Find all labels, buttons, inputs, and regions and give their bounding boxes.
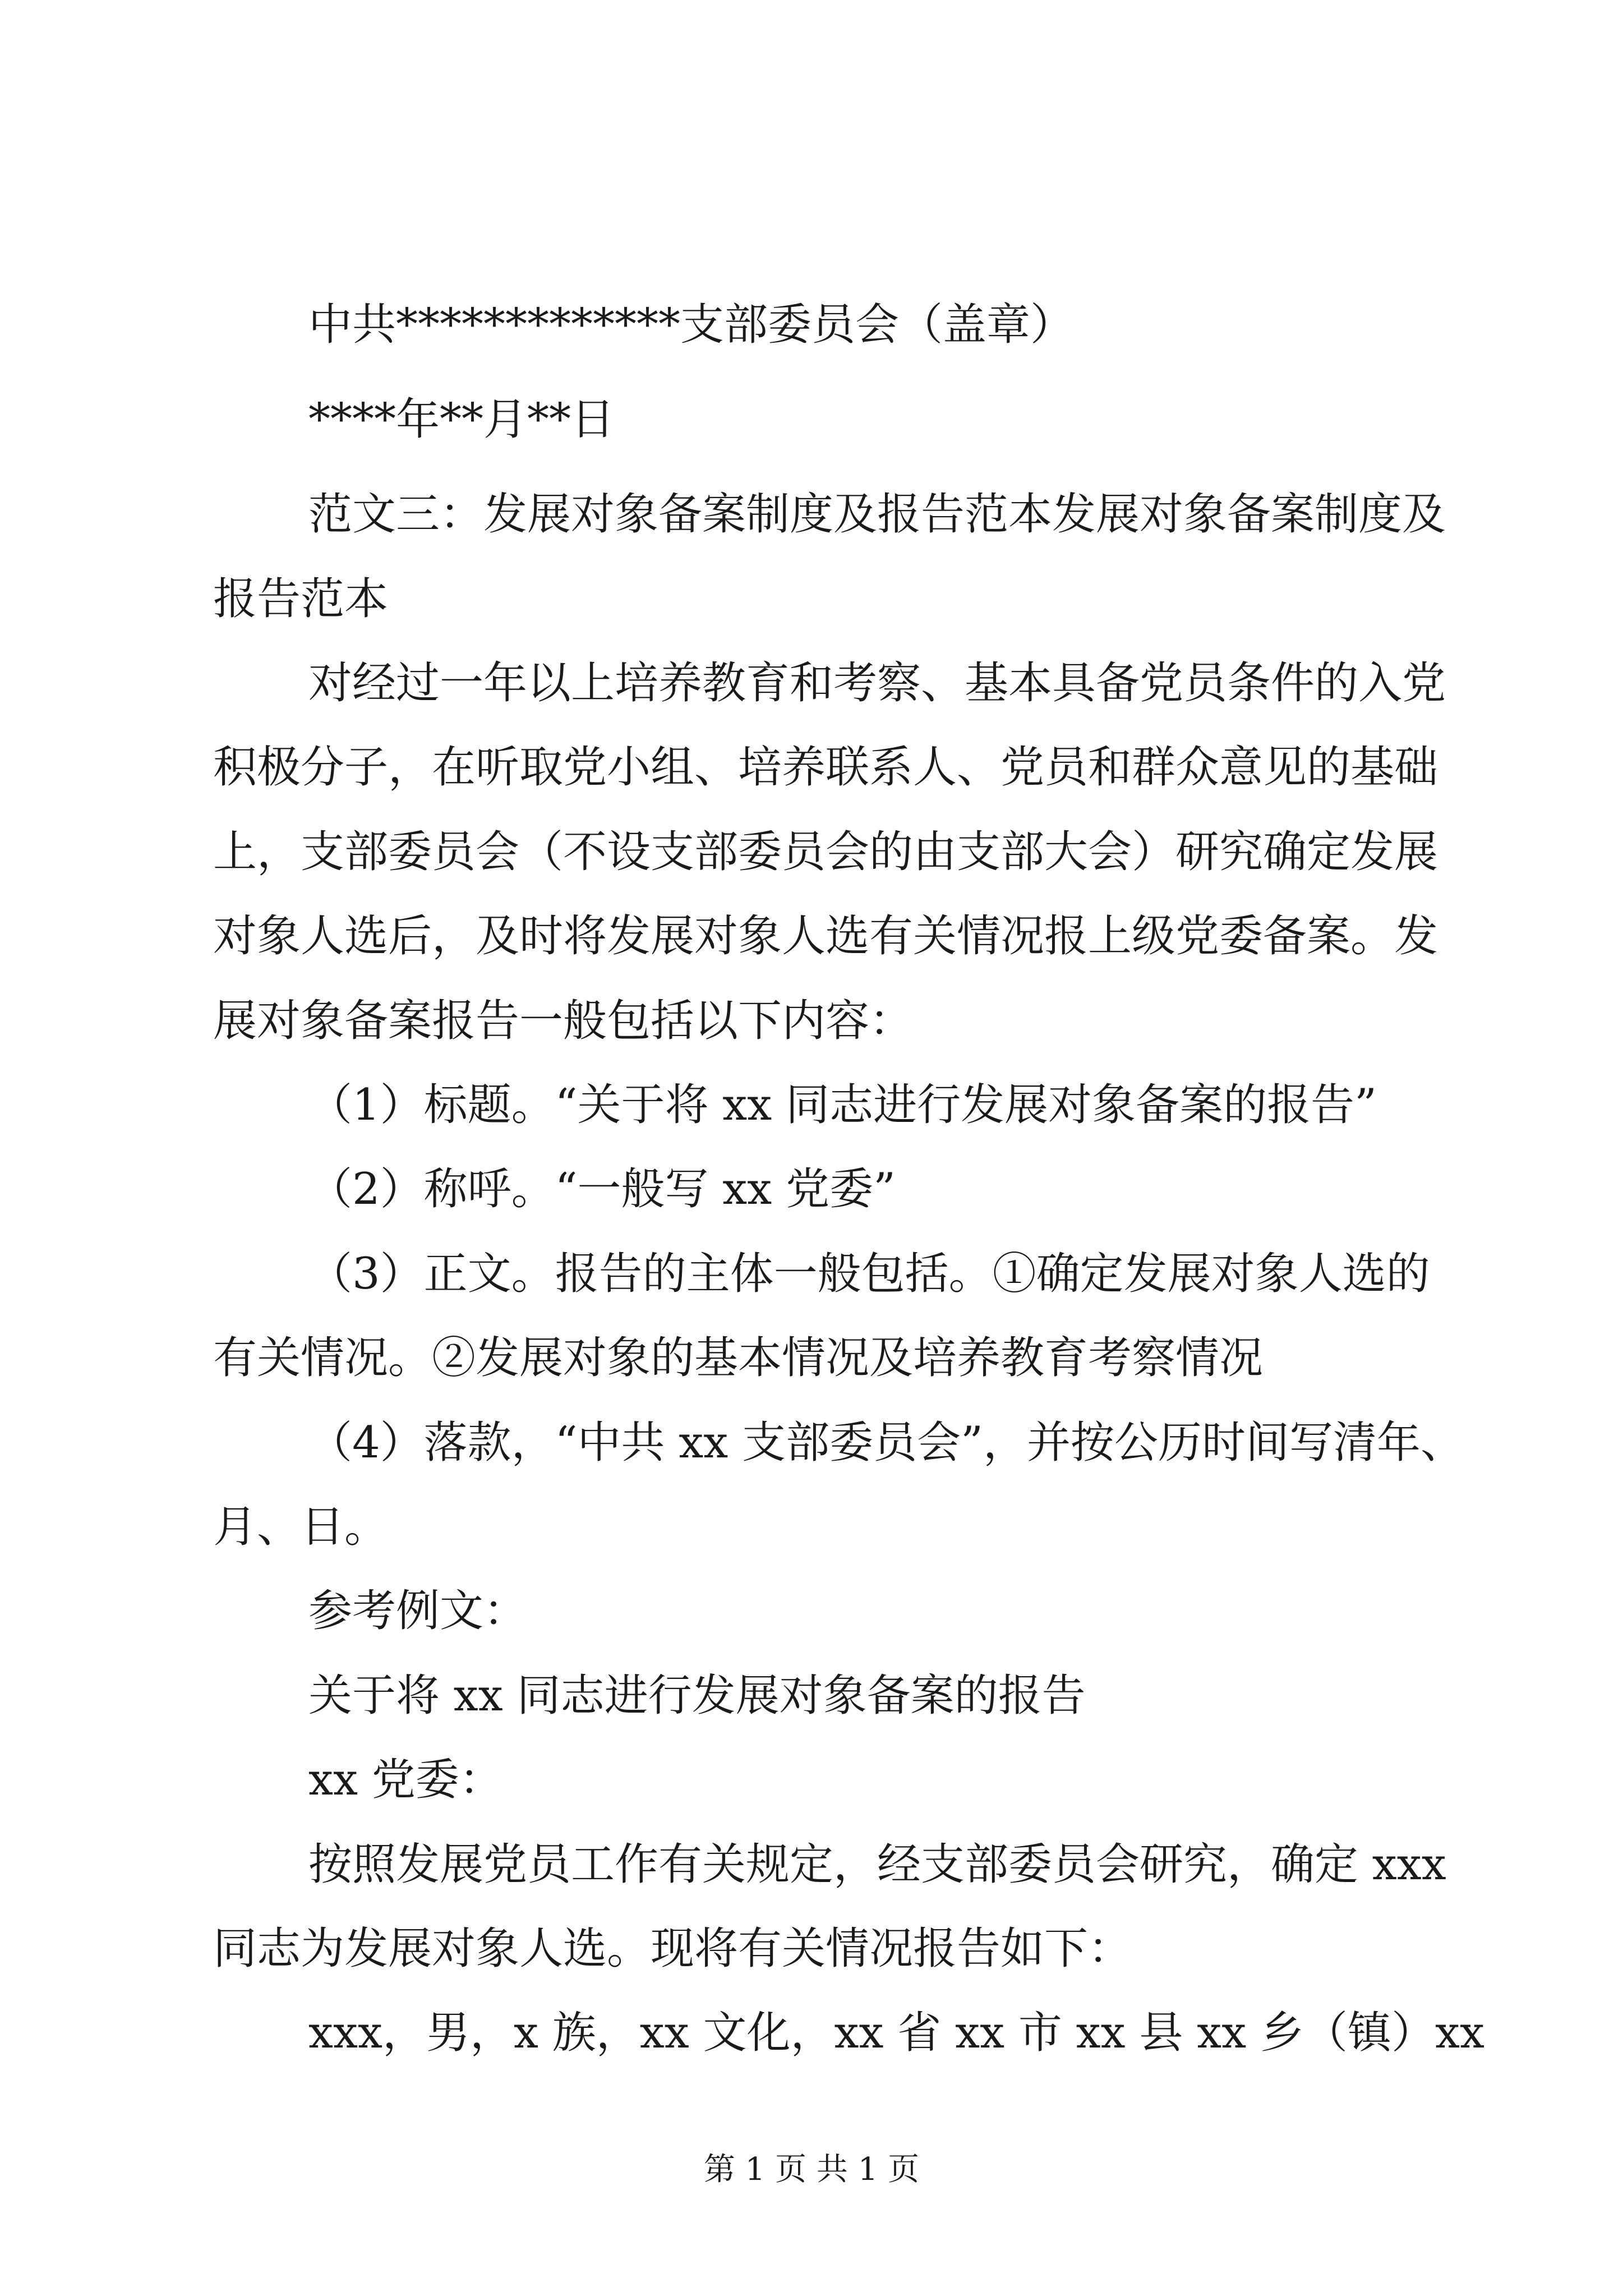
text-line: 月、日。 bbox=[213, 1502, 389, 1552]
text-line: （3）正文。报告的主体一般包括。①确定发展对象人选的 bbox=[308, 1249, 1430, 1299]
text-line: 关于将 xx 同志进行发展对象备案的报告 bbox=[308, 1671, 1086, 1721]
text-line: 有关情况。②发展对象的基本情况及培养教育考察情况 bbox=[213, 1333, 1264, 1383]
text-line: 参考例文： bbox=[308, 1586, 528, 1636]
text-line: 上，支部委员会（不设支部委员会的由支部大会）研究确定发展 bbox=[213, 827, 1438, 877]
page-number-footer: 第 1 页 共 1 页 bbox=[703, 2151, 920, 2188]
text-line: 中共*************支部委员会（盖章） bbox=[308, 300, 1075, 350]
text-line: 报告范本 bbox=[213, 574, 389, 624]
text-line: 展对象备案报告一般包括以下内容： bbox=[213, 996, 914, 1046]
text-line: 同志为发展对象人选。现将有关情况报告如下： bbox=[213, 1924, 1132, 1974]
text-line: （1）标题。“关于将 xx 同志进行发展对象备案的报告” bbox=[308, 1080, 1377, 1130]
text-line: （4）落款，“中共 xx 支部委员会”，并按公历时间写清年、 bbox=[308, 1418, 1464, 1468]
text-line: 对经过一年以上培养教育和考察、基本具备党员条件的入党 bbox=[308, 658, 1446, 708]
text-line: 积极分子，在听取党小组、培养联系人、党员和群众意见的基础 bbox=[213, 742, 1438, 793]
text-line: 范文三：发展对象备案制度及报告范本发展对象备案制度及 bbox=[308, 489, 1446, 540]
text-line: xxx，男，x 族，xx 文化，xx 省 xx 市 xx 县 xx 乡（镇）xx bbox=[308, 2008, 1484, 2058]
text-line: 对象人选后，及时将发展对象人选有关情况报上级党委备案。发 bbox=[213, 911, 1438, 961]
text-line: （2）称呼。“一般写 xx 党委” bbox=[308, 1164, 896, 1214]
text-line: ****年**月**日 bbox=[308, 394, 615, 445]
text-line: xx 党委： bbox=[308, 1755, 503, 1805]
text-line: 按照发展党员工作有关规定，经支部委员会研究，确定 xxx bbox=[308, 1839, 1446, 1890]
